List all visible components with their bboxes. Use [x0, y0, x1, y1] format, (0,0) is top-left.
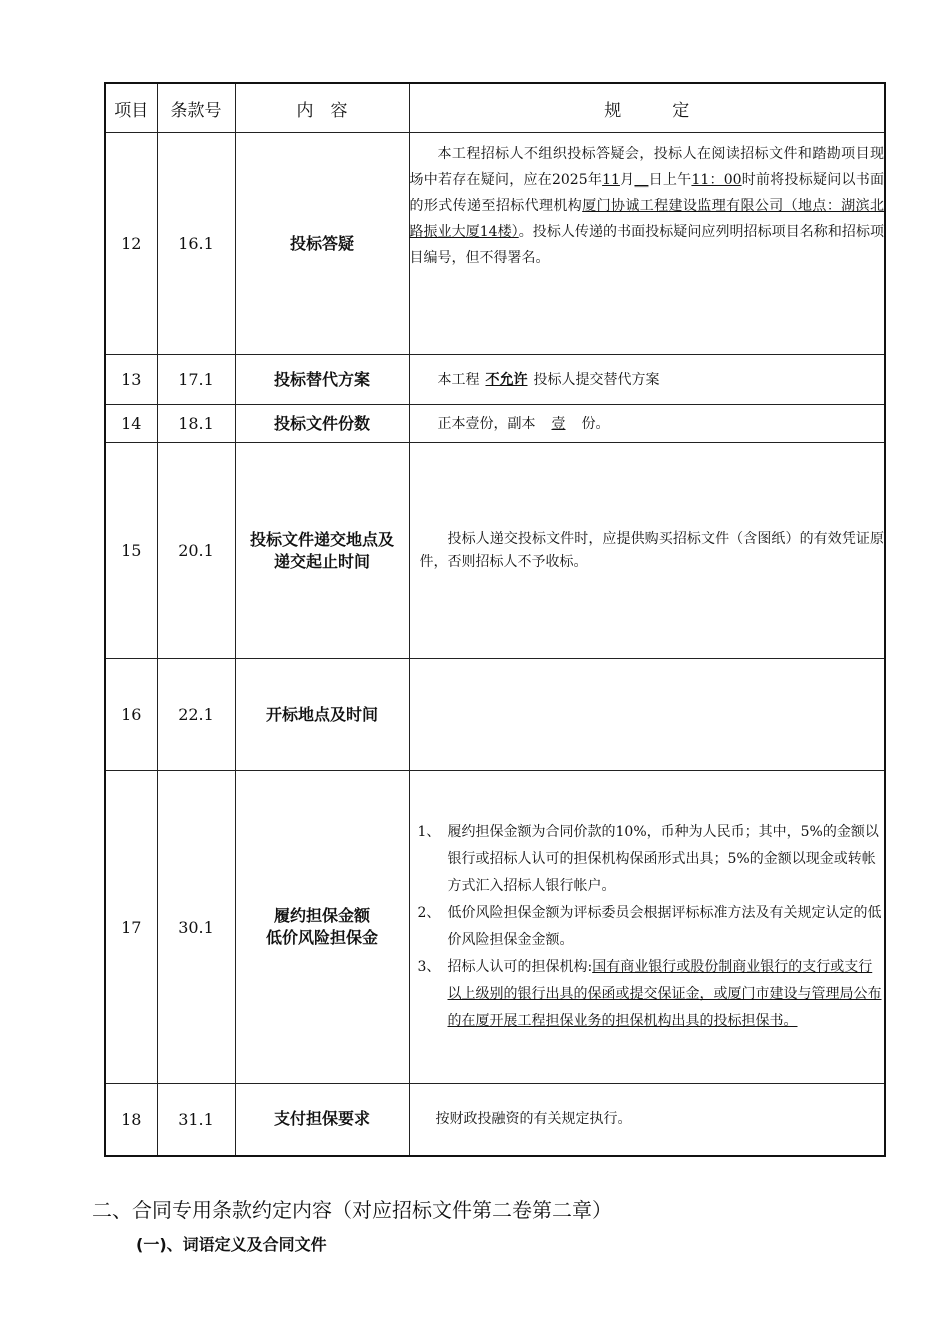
row-title: 支付担保要求	[235, 1084, 409, 1156]
text: 正本壹份，副本	[437, 415, 536, 432]
row-item: 15	[105, 443, 157, 659]
list-item: 3、 招标人认可的担保机构:国有商业银行或股份制商业银行的支行或支行以上级别的银行出具的保函或提交保证金，或厦门市建设与管理局公布的在厦开展工程担保业务的担保机构出具的投标担保书。	[417, 959, 882, 1029]
row-clause: 22.1	[157, 659, 235, 771]
table-row	[105, 771, 885, 1084]
row-content	[409, 133, 885, 355]
text: 本工程	[437, 371, 480, 388]
time-value: 11：00	[691, 172, 742, 188]
day-blank: __	[634, 172, 649, 188]
table-row	[105, 133, 885, 355]
row-item: 16	[105, 659, 157, 771]
guarantee-list	[410, 819, 885, 1035]
list-item: 1、 履约担保金额为合同价款的10%，币种为人民币；其中，5%的金额以银行或招标人认可的担保机构保函形式出具；5%的金额以现金或转帐方式汇入招标人银行帐户。	[417, 824, 879, 894]
row-content	[409, 771, 885, 1084]
title-line: 履约担保金额	[273, 906, 370, 925]
text: 月	[619, 172, 635, 188]
title-line: 低价风险担保金	[265, 928, 378, 947]
table-row	[105, 659, 885, 771]
tender-spec-table	[104, 82, 886, 1157]
agency-value: 厦门协诚工程建设监理有限公司（地点：湖滨北路振业大厦14楼）	[409, 198, 884, 240]
row-title	[235, 771, 409, 1084]
header-clause: 条款号	[157, 83, 235, 133]
payment-guarantee-text: 按财政投融资的有关规定执行。	[435, 1111, 632, 1128]
table-row	[105, 355, 885, 405]
copies-value: 壹	[551, 415, 566, 432]
row-title: 投标文件份数	[235, 405, 409, 443]
row-content	[409, 1084, 885, 1156]
text: 份。	[581, 415, 610, 432]
row-clause: 18.1	[157, 405, 235, 443]
year-value: 2025	[551, 172, 588, 188]
subsection-heading: (一)、词语定义及合同文件	[136, 1235, 327, 1254]
row-clause: 17.1	[157, 355, 235, 405]
header-content: 内 容	[235, 83, 409, 133]
text: 本工程招标人不组织投标答疑会，投标人在阅读招标文件和踏勘项目现场中若存在疑问，应在	[409, 146, 884, 188]
title-line: 投标文件递交地点及	[249, 529, 394, 549]
row-title: 投标替代方案	[235, 355, 409, 405]
row-item: 17	[105, 771, 157, 1084]
header-rule: 规 定	[409, 83, 885, 133]
list-item: 2、 低价风险担保金额为评标委员会根据评标标准方法及有关规定认定的低价风险担保金金额。	[417, 905, 882, 948]
text: 日上午	[648, 172, 692, 188]
row-clause: 30.1	[157, 771, 235, 1084]
alternative-value: 不允许	[485, 371, 528, 388]
row-item: 13	[105, 355, 157, 405]
row-content	[409, 355, 885, 405]
row-content	[409, 659, 885, 771]
text: 年	[587, 172, 603, 188]
row-item: 14	[105, 405, 157, 443]
table-header-row	[105, 83, 885, 133]
table-row	[105, 443, 885, 659]
row-content	[409, 443, 885, 659]
text: 。投标人传递的书面投标疑问应列明招标项目名称和招标项目编号，但不得署名。	[409, 224, 884, 266]
submission-text: 投标人递交投标文件时，应提供购买招标文件（含图纸）的有效凭证原件，否则招标人不予收标。	[419, 530, 884, 570]
row-content	[409, 405, 885, 443]
table-row	[105, 405, 885, 443]
row-clause: 20.1	[157, 443, 235, 659]
row-clause: 31.1	[157, 1084, 235, 1156]
q-and-a-paragraph	[410, 141, 885, 271]
text: 时前将投标疑问以书面的形式传递至招标代理机构	[409, 172, 885, 214]
text: 投标人提交替代方案	[533, 371, 660, 388]
row-clause: 16.1	[157, 133, 235, 355]
row-title: 开标地点及时间	[235, 659, 409, 771]
row-title: 投标答疑	[235, 133, 409, 355]
month-value: 11	[602, 172, 620, 188]
table-row	[105, 1084, 885, 1156]
row-item: 18	[105, 1084, 157, 1156]
row-title	[235, 443, 409, 659]
section-heading: 二、合同专用条款约定内容（对应招标文件第二卷第二章）	[92, 1198, 612, 1222]
title-line: 递交起止时间	[273, 551, 370, 571]
row-item: 12	[105, 133, 157, 355]
header-item: 项目	[105, 83, 157, 133]
